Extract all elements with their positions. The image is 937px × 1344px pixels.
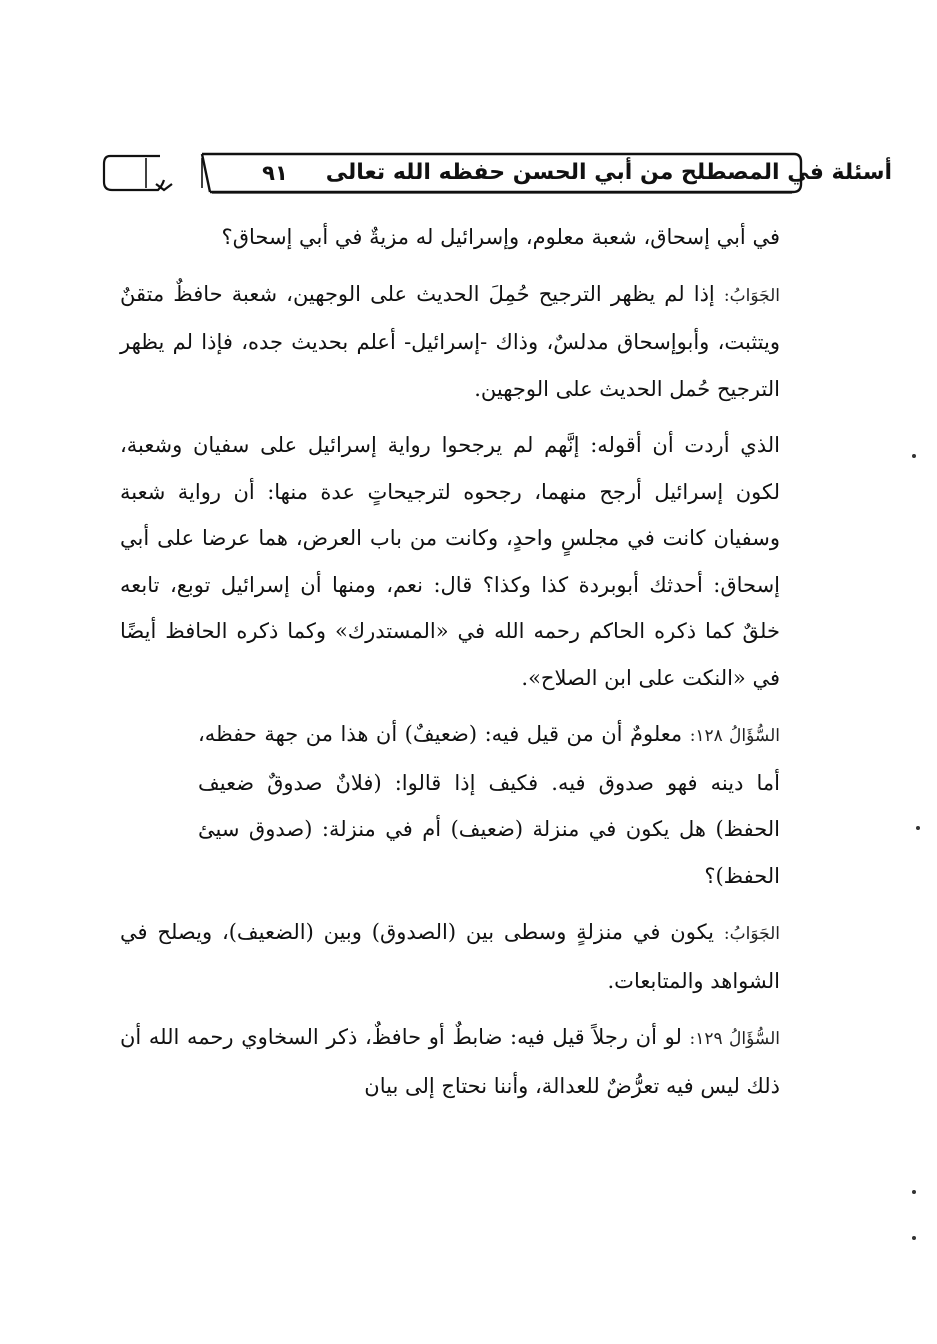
paragraph-text: يكون في منزلةٍ وسطى بين (الصدوق) وبين (الضعيف)، ويصلح في الشواهد والمتابعات. (120, 920, 780, 993)
scan-speck (912, 1190, 916, 1194)
question-label: السُّؤَالُ ١٢٩: (689, 1029, 780, 1049)
paragraph-text: الذي أردت أن أقوله: إنَّهم لم يرجحوا رواية إسرائيل على سفيان وشعبة، لكون إسرائيل أرجح منهما، رجحوه لترجيحاتٍ عدة منها: أن رواية شعبة وسفيان كانت في مجلسٍ واحدٍ، وكانت من باب العرض، هما عرضا على أبي إسحاق: أحدثك أبوبردة كذا وكذا؟ قال: نعم، ومنها أن إسرائيل توبع، تابعه خلقٌ كما ذكره الحاكم رحمه الله في «المستدرك» وكما ذكره الحافظ أيضًا في «النكت على ابن الصلاح». (120, 433, 780, 690)
paragraph (120, 711, 780, 899)
paragraph-text: في أبي إسحاق، شعبة معلوم، وإسرائيل له مزيةٌ في أبي إسحاق؟ (221, 225, 780, 249)
paragraph (120, 1014, 780, 1109)
answer-label: الجَوَابُ: (723, 285, 780, 306)
scan-speck (912, 454, 916, 458)
scan-speck (912, 1236, 916, 1240)
paragraph (120, 214, 780, 261)
scan-speck (916, 826, 920, 830)
answer-label: الجَوَابُ: (723, 924, 780, 944)
paragraph (120, 271, 780, 413)
paragraph-text: إذا لم يظهر الترجيح حُمِلَ الحديث على الوجهين، شعبة حافظٌ متقنٌ ويتثبت، وأبوإسحاق مدلسٌ، وذاك -إسرائيل- أعلم بحديث جده، فإذا لم يظهر الترجيح حُمل الحديث على الوجهين. (120, 281, 781, 401)
paragraph (120, 909, 780, 1004)
body-text (120, 214, 780, 1119)
question-label: السُّؤَالُ ١٢٨: (689, 726, 780, 746)
paragraph-text: معلومٌ أن من قيل فيه: (ضعيفٌ) أن هذا من جهة حفظه، أما دينه فهو صدوق فيه. فكيف إذا قالوا: (فلانٌ صدوقٌ ضعيف الحفظ) هل يكون في منزلة (ضعيف) أم في منزلة: (صدوق سيئ الحفظ)؟ (198, 722, 780, 888)
page-header (102, 150, 892, 194)
page-number: ٩١ (262, 161, 288, 185)
paragraph-text: لو أن رجلاً قيل فيه: ضابطٌ أو حافظٌ، ذكر السخاوي رحمه الله أن ذلك ليس فيه تعرُّضٌ للعدالة، وأننا نحتاج إلى بيان (120, 1025, 780, 1098)
running-title: أسئلة في المصطلح من أبي الحسن حفظه الله تعالى (325, 160, 892, 185)
paragraph (120, 422, 780, 701)
